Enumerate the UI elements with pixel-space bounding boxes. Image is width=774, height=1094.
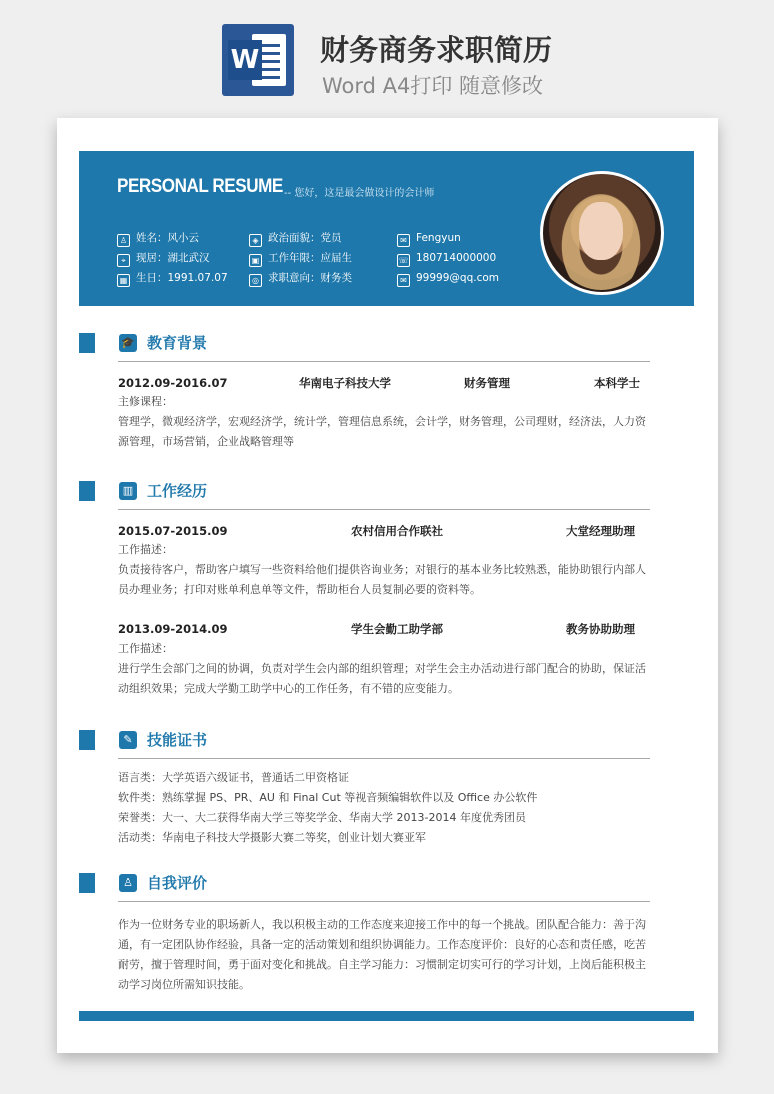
- section-divider: [118, 901, 650, 902]
- work-role: 教务协助助理: [566, 622, 635, 636]
- chart-icon: ▥: [119, 482, 137, 500]
- edu-courses-label: 主修课程：: [118, 395, 173, 408]
- person-icon: ♙: [117, 234, 130, 247]
- graduation-cap-icon: 🎓: [119, 334, 137, 352]
- section-marker: [79, 730, 95, 750]
- edu-date: 2012.09-2016.07: [118, 376, 228, 390]
- section-divider: [118, 509, 650, 510]
- skill-line: 活动类：华南电子科技大学摄影大赛二等奖，创业计划大赛亚军: [118, 831, 426, 844]
- work-org: 学生会勤工助学部: [351, 622, 443, 636]
- mail-icon: ✉: [397, 274, 410, 287]
- resume-title: PERSONAL RESUME: [117, 176, 283, 197]
- work-org: 农村信用合作联社: [351, 524, 443, 538]
- footer-bar: [79, 1011, 694, 1021]
- word-letter: W: [228, 40, 262, 80]
- section-divider: [118, 758, 650, 759]
- chat-icon: ✉: [397, 234, 410, 247]
- info-experience-years: ▣ 工作年限：应届生: [249, 251, 352, 265]
- work-role: 大堂经理助理: [566, 524, 635, 538]
- skill-line: 荣誉类：大一、大二获得华南大学三等奖学金、华南大学 2013-2014 年度优秀团员: [118, 811, 526, 824]
- edu-courses: 管理学，微观经济学，宏观经济学，统计学，管理信息系统，会计学，财务管理，公司理财，经济法，人力资源管理，市场营销，企业战略管理等: [118, 415, 646, 448]
- section-title-self: 自我评价: [147, 874, 208, 892]
- info-phone: ☏ 180714000000: [398, 252, 497, 265]
- work-desc: 负责接待客户，帮助客户填写一些资料给他们提供咨询业务；对银行的基本业务比较熟悉，能协助银行内部人员办理业务；打印对账单利息单等文件，帮助柜台人员复制必要的资料等。: [118, 563, 646, 596]
- self-evaluation-text: 作为一位财务专业的职场新人，我以积极主动的工作态度来迎接工作中的每一个挑战。团队配合能力：善于沟通，有一定团队协作经验，具备一定的活动策划和组织协调能力。工作态度评价：良好的心态和责任感，吃苦耐劳，擅于管理时间，勇于面对变化和挑战。自主学习能力：习惯制定切实可行的学习计划，上岗后能积极主动学习岗位所需知识技能。: [118, 918, 646, 991]
- calendar-icon: ▦: [117, 274, 130, 287]
- resume-paper: [57, 118, 718, 1053]
- skill-line: 软件类：熟练掌握 PS、PR、AU 和 Final Cut 等视音频编辑软件以及 Office 办公软件: [118, 791, 538, 804]
- info-residence: ⌖ 现居：湖北武汉: [117, 251, 210, 265]
- location-icon: ⌖: [117, 254, 130, 267]
- edu-major: 财务管理: [464, 376, 510, 390]
- work-desc-label: 工作描述：: [118, 543, 173, 556]
- info-birthday: ▦ 生日：1991.07.07: [117, 271, 228, 285]
- target-icon: ◎: [249, 274, 262, 287]
- work-desc-label: 工作描述：: [118, 642, 173, 655]
- skill-line: 语言类：大学英语六级证书，普通话二甲资格证: [118, 771, 349, 784]
- info-wechat: ✉ Fengyun: [397, 231, 461, 245]
- section-title-work: 工作经历: [147, 482, 208, 500]
- promo-title: 财务商务求职简历: [320, 33, 553, 67]
- resume-slogan: -- 您好，这是最会做设计的会计师: [284, 188, 435, 199]
- politics-icon: ◈: [249, 234, 262, 247]
- section-title-education: 教育背景: [147, 334, 208, 352]
- section-title-skills: 技能证书: [147, 731, 208, 749]
- section-marker: [79, 481, 95, 501]
- edu-school: 华南电子科技大学: [299, 376, 391, 390]
- work-date: 2013.09-2014.09: [118, 622, 228, 636]
- info-email: ✉ 99999@qq.com: [397, 271, 499, 285]
- work-desc: 进行学生会部门之间的协调，负责对学生会内部的组织管理；对学生会主办活动进行部门配合的协助，保证活动组织效果；完成大学勤工助学中心的工作任务，有不错的应变能力。: [118, 662, 646, 695]
- word-logo-icon: [222, 24, 294, 96]
- section-divider: [118, 361, 650, 362]
- section-marker: [79, 333, 95, 353]
- section-marker: [79, 873, 95, 893]
- resume-header: [79, 151, 694, 306]
- work-date: 2015.07-2015.09: [118, 524, 228, 538]
- edu-degree: 本科学士: [594, 376, 640, 390]
- phone-icon: ☏: [398, 256, 409, 265]
- promo-subtitle: Word A4打印 随意修改: [322, 74, 544, 98]
- info-job-intention: ◎ 求职意向：财务类: [249, 271, 352, 285]
- avatar: [540, 171, 664, 295]
- certificate-icon: ✎: [119, 731, 137, 749]
- info-name: ♙ 姓名：风小云: [117, 231, 199, 245]
- person-badge-icon: ♙: [119, 874, 137, 892]
- info-politics: ◈ 政治面貌：党员: [249, 231, 342, 245]
- briefcase-icon: ▣: [249, 254, 262, 267]
